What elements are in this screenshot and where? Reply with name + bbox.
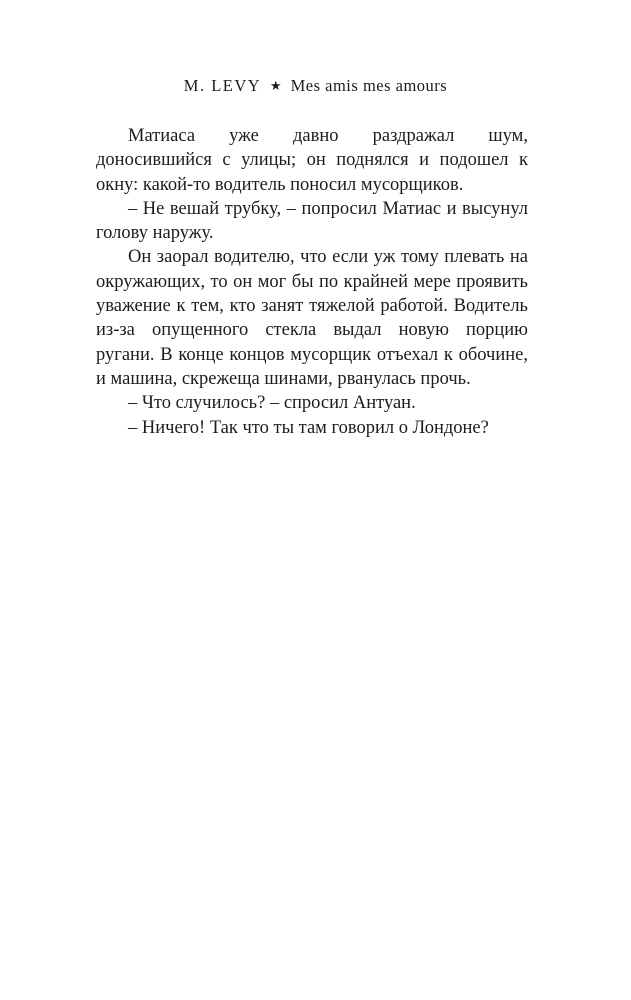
running-head xyxy=(0,76,631,96)
paragraph: – Не вешай трубку, – попросил Матиас и высунул голову наружу. xyxy=(96,198,528,244)
body-text xyxy=(96,124,528,440)
paragraph: Он заорал водителю, что если уж тому плевать на окружающих, то он мог бы по крайней мере проявить уважение к тем, кто занят тяжелой работой. Водитель из-за опущенного стекла выдал новую порцию ругани. В конце концов мусорщик отъехал к обочине, и машина, скрежеща шинами, рванулась прочь. xyxy=(96,247,528,389)
paragraph: – Что случилось? – спросил Антуан. xyxy=(128,393,416,414)
running-head-title: Mes amis mes amours xyxy=(290,76,448,95)
paragraph: – Ничего! Так что ты там говорил о Лондоне? xyxy=(128,417,489,438)
paragraph: Матиаса уже давно раздражал шум, доносившийся с улицы; он поднялся и подошел к окну: какой-то водитель поносил мусорщиков. xyxy=(96,126,528,195)
running-head-author: M. LEVY xyxy=(183,76,262,95)
star-icon: ★ xyxy=(269,78,282,93)
